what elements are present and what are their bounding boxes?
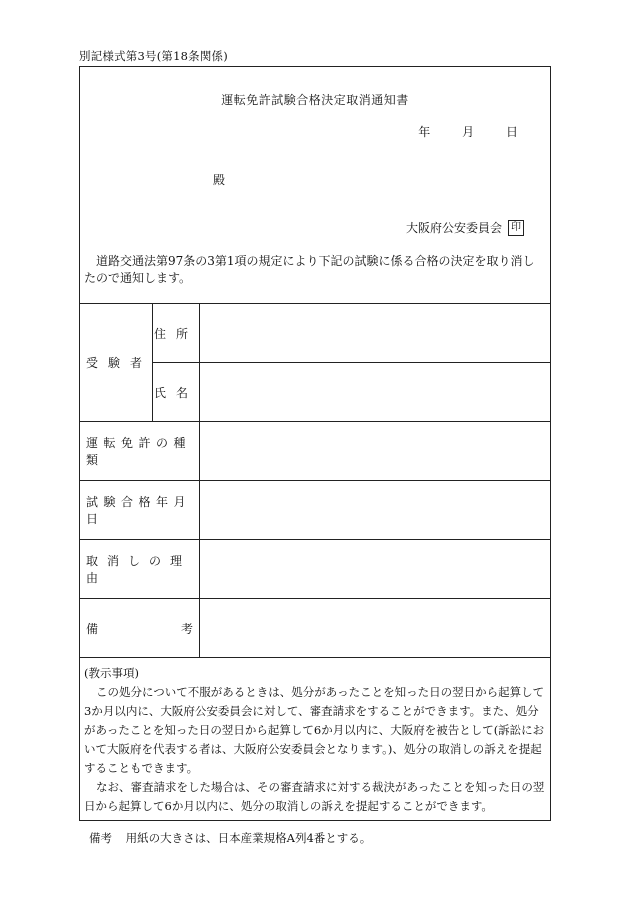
- notice-form: [79, 66, 551, 821]
- addressee-honorific: 殿: [213, 173, 226, 187]
- footer-label: 備考: [89, 831, 112, 845]
- reason-label: 取消しの理由: [80, 540, 200, 599]
- table-row: [80, 599, 551, 658]
- date-year-label: 年: [418, 125, 431, 139]
- footer-note: [89, 830, 371, 846]
- remarks-label: [80, 599, 200, 658]
- address-field[interactable]: [200, 304, 551, 363]
- address-label: 住所: [153, 304, 200, 363]
- date-line: [418, 123, 518, 140]
- appeal-instructions: [80, 660, 550, 820]
- form-reference: 別記様式第3号(第18条関係): [79, 49, 228, 63]
- pass-date-field[interactable]: [200, 481, 551, 540]
- name-label: 氏名: [153, 363, 200, 422]
- pass-date-label: 試験合格年月日: [80, 481, 200, 540]
- remarks-label-right: 考: [180, 621, 193, 636]
- issuer-name: 大阪府公安委員会: [405, 221, 502, 235]
- notice-body: 道路交通法第97条の3第1項の規定により下記の試験に係る合格の決定を取り消したので通知します。: [84, 254, 535, 285]
- instructions-paragraph: この処分について不服があるときは、処分があったことを知った日の翌日から起算して3か月以内に、大阪府公安委員会に対して、審査請求をすることができます。また、処分があったことを知った日の翌日から起算して6か月以内に、大阪府を被告として(訴訟において大阪府を代表する者は、大阪府公安委員会となります。)、処分の取消しの訴えを提起することもできます。: [84, 685, 545, 775]
- table-row: [80, 481, 551, 540]
- reason-field[interactable]: [200, 540, 551, 599]
- form-table: [79, 303, 551, 658]
- remarks-label-left: 備: [86, 621, 99, 636]
- license-type-field[interactable]: [200, 422, 551, 481]
- date-month-label: 月: [462, 125, 475, 139]
- issuer-block: [406, 219, 524, 236]
- table-row: [80, 422, 551, 481]
- document-title: 運転免許試験合格決定取消通知書: [221, 93, 409, 107]
- instructions-paragraph: なお、審査請求をした場合は、その審査請求に対する裁決があったことを知った日の翌日から起算して6か月以内に、処分の取消しの訴えを提起することができます。: [84, 780, 545, 813]
- table-row: [80, 304, 551, 363]
- applicant-label: 受験者: [80, 304, 153, 422]
- name-field[interactable]: [200, 363, 551, 422]
- instructions-heading: (教示事項): [84, 666, 139, 680]
- seal-mark: 印: [508, 220, 524, 236]
- license-type-label: 運転免許の種類: [80, 422, 200, 481]
- remarks-field[interactable]: [200, 599, 551, 658]
- footer-text: 用紙の大きさは、日本産業規格A列4番とする。: [125, 831, 372, 845]
- date-day-label: 日: [505, 125, 518, 139]
- table-row: [80, 540, 551, 599]
